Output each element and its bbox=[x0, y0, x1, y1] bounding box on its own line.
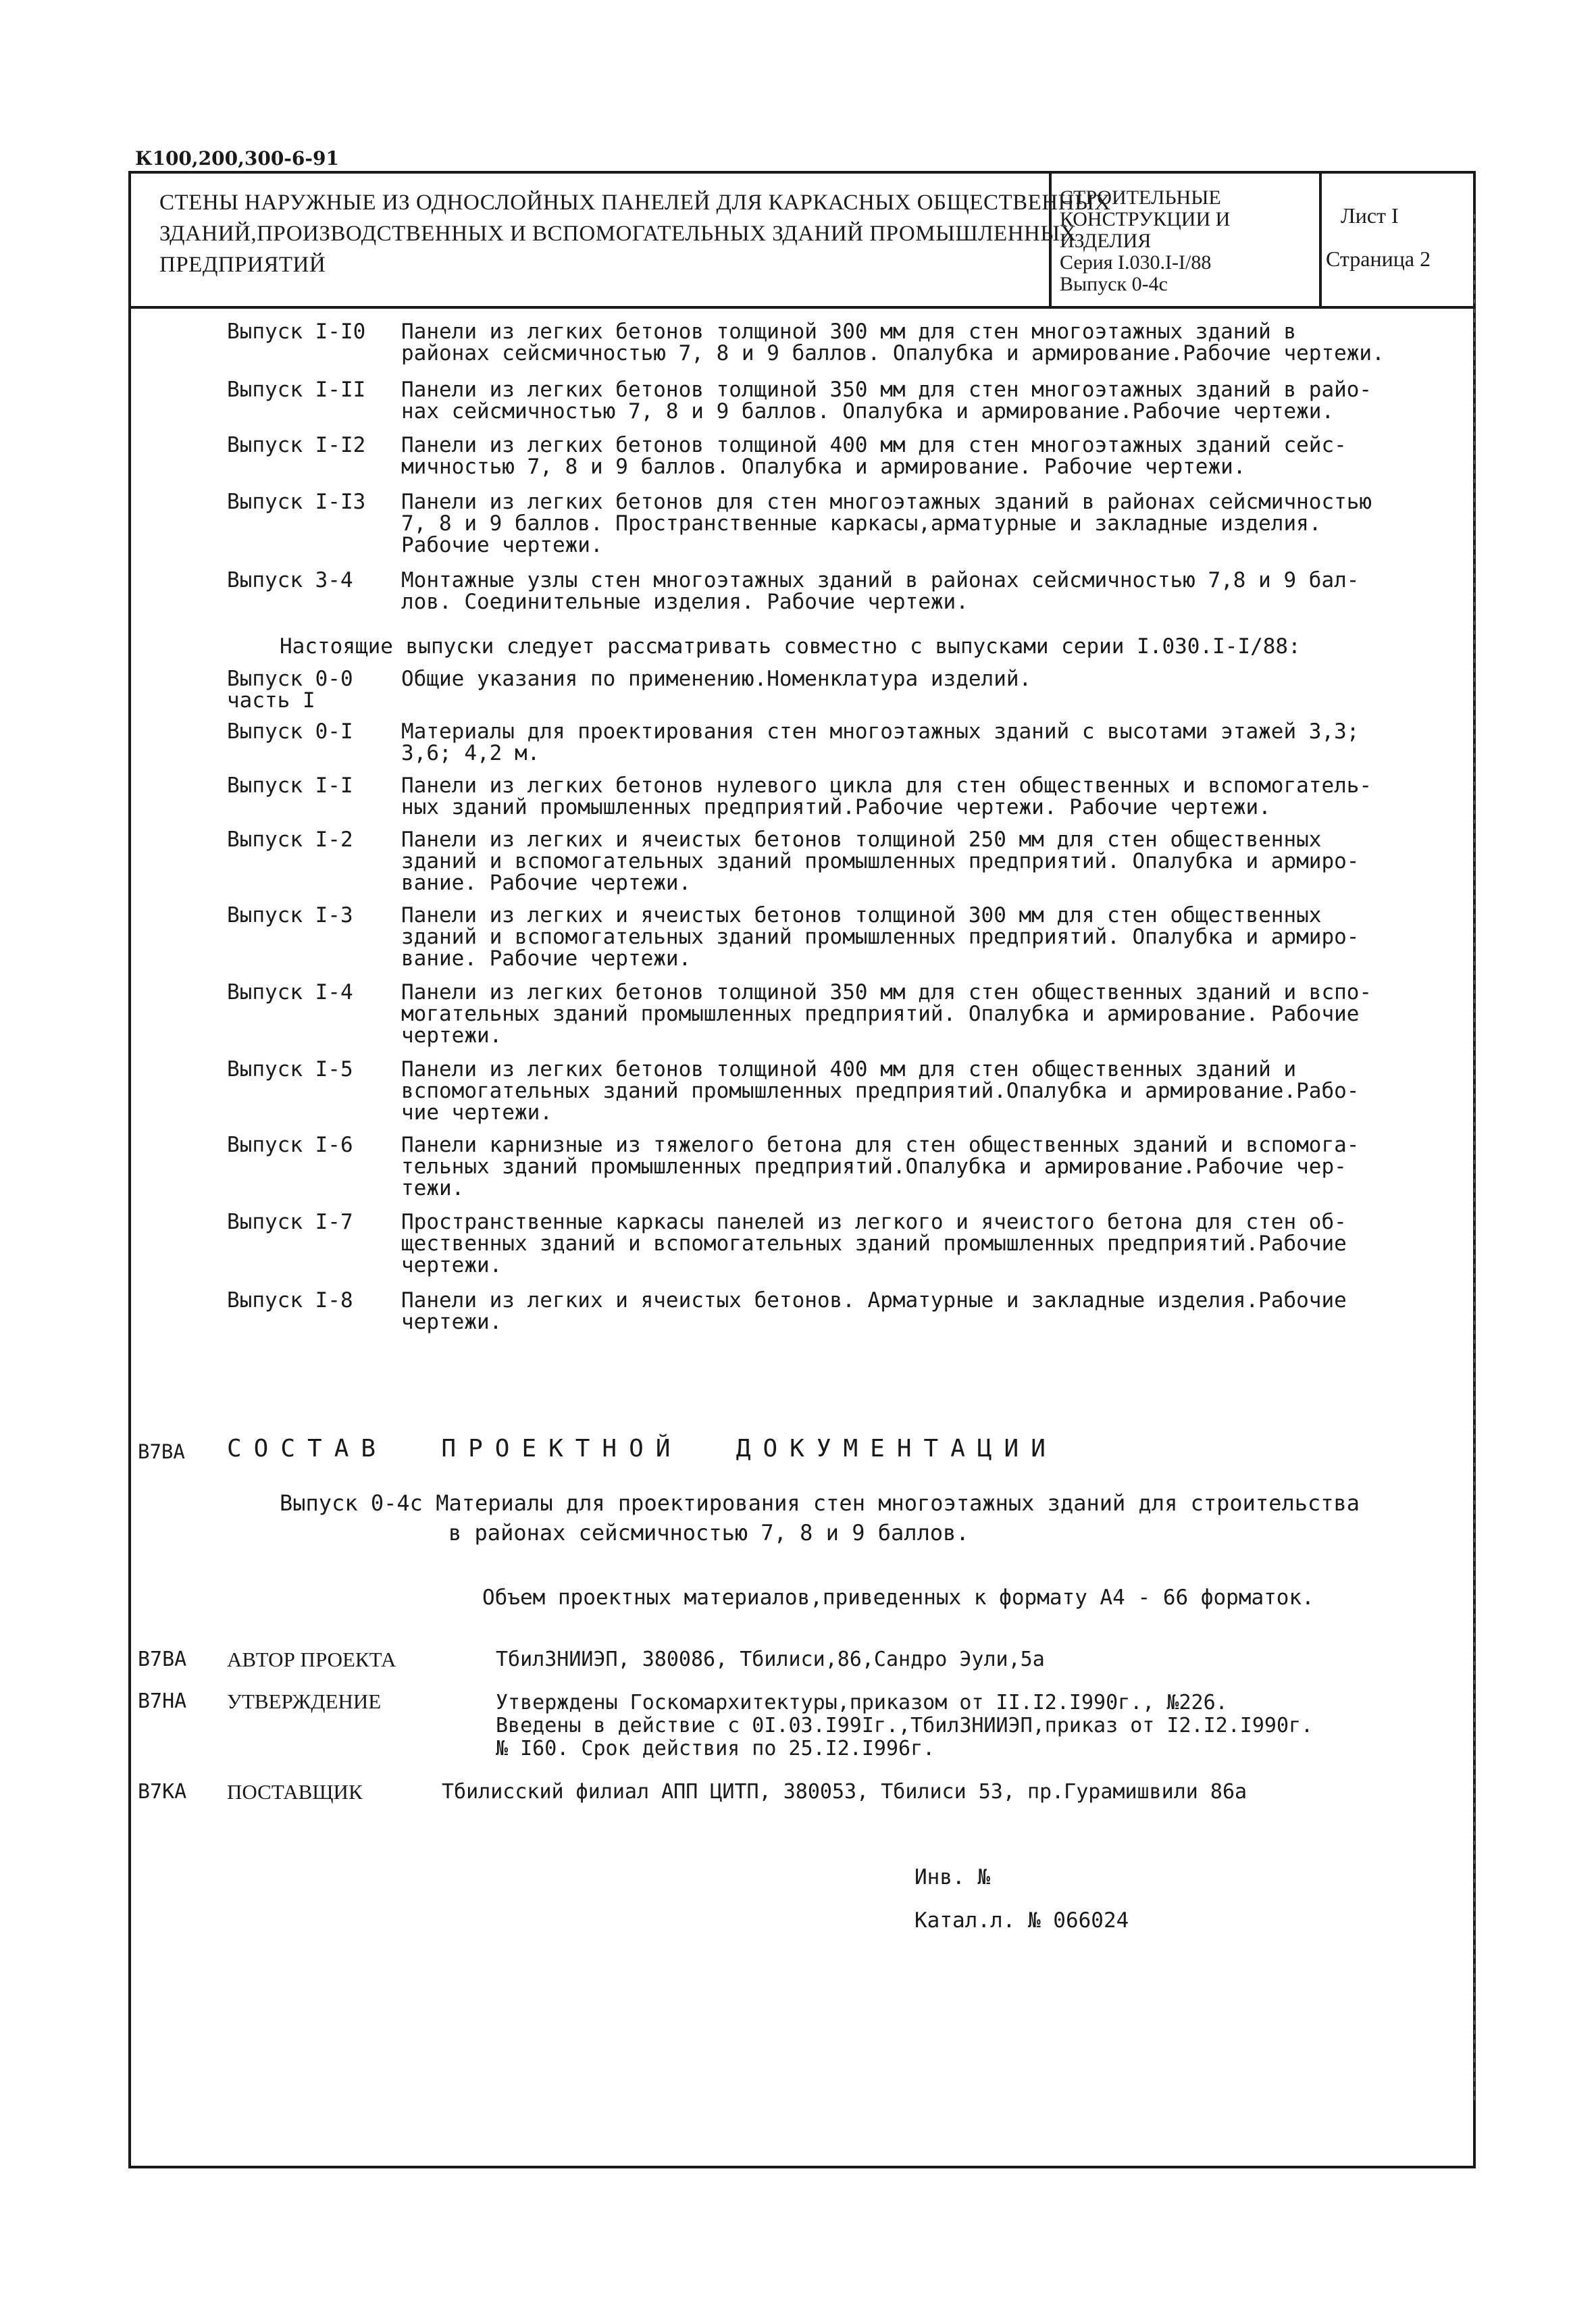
catalog-number: Катал.л. № 066024 bbox=[915, 1908, 1129, 1933]
author-code: В7ВА bbox=[138, 1648, 187, 1671]
author-value: ТбилЗНИИЭП, 380086, Тбилиси,86,Сандро Эули,5а bbox=[496, 1648, 1045, 1671]
issue-entry-line: щественных зданий и вспомогательных зданий промышленных предприятий.Рабочие bbox=[401, 1231, 1347, 1256]
issue-entry-text bbox=[401, 1134, 1468, 1199]
issue-entry-line: Материалы для проектирования стен многоэтажных зданий с высотами этажей 3,3; bbox=[401, 719, 1360, 744]
inventory-number: Инв. № bbox=[915, 1865, 990, 1889]
issue-entry-line: Панели из легких и ячеистых бетонов толщиной 250 мм для стен общественных bbox=[401, 828, 1322, 852]
approval-line-3: № I60. Срок действия по 25.I2.I996г. bbox=[496, 1737, 935, 1760]
composition-heading: СОСТАВ ПРОЕКТНОЙ ДОКУМЕНТАЦИИ bbox=[227, 1435, 1058, 1463]
issue-entry-text bbox=[401, 491, 1468, 556]
issue-entry-line: мичностью 7, 8 и 9 баллов. Опалубка и армирование. Рабочие чертежи. bbox=[401, 455, 1246, 479]
composition-issue-line-1: Выпуск 0-4с Материалы для проектирования стен многоэтажных зданий для строительства bbox=[280, 1490, 1360, 1516]
issue-entry-line: зданий и вспомогательных зданий промышленных предприятий. Опалубка и армиро- bbox=[401, 849, 1360, 873]
issue-entry-line: Пространственные каркасы панелей из легкого и ячеистого бетона для стен об- bbox=[401, 1210, 1347, 1234]
issue-entry-text bbox=[401, 569, 1468, 613]
issue-entry-line: районах сейсмичностью 7, 8 и 9 баллов. Опалубка и армирование.Рабочие чертежи. bbox=[401, 341, 1385, 365]
issue-entry-line: лов. Соединительные изделия. Рабочие чертежи. bbox=[401, 590, 969, 614]
issue-entry-line: Панели из легких бетонов толщиной 300 мм для стен многоэтажных зданий в bbox=[401, 320, 1297, 344]
issue-entry-line: чие чертежи. bbox=[401, 1100, 552, 1125]
issue-entry-line: тежи. bbox=[401, 1176, 465, 1200]
volume-note: Объем проектных материалов,приведенных к формату А4 - 66 форматок. bbox=[482, 1585, 1314, 1610]
issue-entry-line: Панели из легких и ячеистых бетонов. Арматурные и закладные изделия.Рабочие bbox=[401, 1288, 1347, 1313]
supplier-code: В7КА bbox=[138, 1780, 187, 1804]
issue-entry-label: Выпуск I-5 bbox=[227, 1057, 353, 1082]
title-block bbox=[131, 174, 1473, 309]
issue-entry-text bbox=[401, 321, 1468, 364]
issue-entry-label: Выпуск I-8 bbox=[227, 1288, 353, 1313]
issue-entry-text bbox=[401, 434, 1468, 478]
issue-label: Выпуск 0-4с bbox=[1060, 273, 1168, 295]
scan-artifact bbox=[1474, 214, 1475, 2106]
issue-entry-line: Панели из легких бетонов толщиной 400 мм для стен многоэтажных зданий сейс- bbox=[401, 433, 1347, 457]
issue-entry-label: Выпуск 3-4 bbox=[227, 568, 353, 592]
category-block bbox=[1052, 174, 1322, 306]
issue-entry-line: тельных зданий промышленных предприятий.Опалубка и армирование.Рабочие чер- bbox=[401, 1154, 1347, 1179]
issue-entry-label: Выпуск I-II bbox=[227, 378, 366, 402]
issue-entry-line: Панели из легких бетонов толщиной 400 мм для стен общественных зданий и bbox=[401, 1057, 1297, 1082]
approval-line-2: Введены в действие с 0I.03.I99Iг.,ТбилЗНИИЭП,приказ от I2.I2.I990г. bbox=[496, 1714, 1314, 1737]
issue-entry-label: Выпуск I-I bbox=[227, 773, 353, 798]
issue-entry-text bbox=[401, 905, 1468, 969]
issue-entry-text bbox=[401, 775, 1468, 818]
issue-entry-line: вание. Рабочие чертежи. bbox=[401, 871, 692, 895]
supplier-label: ПОСТАВЩИК bbox=[227, 1780, 363, 1804]
issue-entry-text bbox=[401, 829, 1468, 894]
issue-entry-line: Панели из легких бетонов толщиной 350 мм для стен многоэтажных зданий в райо- bbox=[401, 378, 1372, 402]
issue-entry-line: Общие указания по применению.Номенклатура изделий. bbox=[401, 667, 1032, 691]
category-line-1: СТРОИТЕЛЬНЫЕ bbox=[1060, 186, 1221, 209]
title-line-2: ЗДАНИЙ,ПРОИЗВОДСТВЕННЫХ И ВСПОМОГАТЕЛЬНЫХ ЗДАНИЙ ПРОМЫШЛЕННЫХ bbox=[159, 222, 1077, 246]
issue-entry-line: чертежи. bbox=[401, 1253, 503, 1277]
issue-entry-line: Панели из легких бетонов нулевого цикла для стен общественных и вспомогатель- bbox=[401, 773, 1372, 798]
issue-entry-text bbox=[401, 982, 1468, 1046]
issue-entry-line: чертежи. bbox=[401, 1023, 503, 1048]
approval-code: В7НА bbox=[138, 1689, 187, 1713]
issue-entry-text bbox=[401, 379, 1468, 422]
issue-entry-line: чертежи. bbox=[401, 1310, 503, 1334]
document-code: К100,200,300-6-91 bbox=[135, 147, 339, 170]
issue-entry-label: Выпуск I-7 bbox=[227, 1210, 353, 1234]
issue-entry-line: нах сейсмичностью 7, 8 и 9 баллов. Опалубка и армирование.Рабочие чертежи. bbox=[401, 399, 1335, 424]
category-line-3: ИЗДЕЛИЯ bbox=[1060, 230, 1152, 252]
issue-entry-line: могательных зданий промышленных предприятий. Опалубка и армирование. Рабочие bbox=[401, 1002, 1360, 1026]
supplier-value: Тбилисский филиал АПП ЦИТП, 380053, Тбилиси 53, пр.Гурамишвили 86а bbox=[442, 1780, 1247, 1804]
approval-label: УТВЕРЖДЕНИЕ bbox=[227, 1689, 382, 1713]
title-line-3: ПРЕДПРИЯТИЙ bbox=[159, 253, 326, 277]
issue-entry-label: Выпуск I-I3 bbox=[227, 490, 366, 514]
issue-entry-line: Панели из легких и ячеистых бетонов толщиной 300 мм для стен общественных bbox=[401, 903, 1322, 927]
issue-entry-line: Панели карнизные из тяжелого бетона для стен общественных зданий и вспомога- bbox=[401, 1133, 1360, 1157]
issue-entry-line: Панели из легких бетонов для стен многоэтажных зданий в районах сейсмичностью bbox=[401, 490, 1372, 514]
issue-entry-line: вание. Рабочие чертежи. bbox=[401, 946, 692, 971]
issue-entry-line: вспомогательных зданий промышленных предприятий.Опалубка и армирование.Рабо- bbox=[401, 1079, 1360, 1103]
series-label: Серия I.030.I-I/88 bbox=[1060, 251, 1212, 274]
issue-entry-label: Выпуск I-6 bbox=[227, 1133, 353, 1157]
issue-entry-line: 3,6; 4,2 м. bbox=[401, 741, 540, 765]
issue-entry-line: 7, 8 и 9 баллов. Пространственные каркасы,арматурные и закладные изделия. bbox=[401, 511, 1322, 536]
category-line-2: КОНСТРУКЦИИ И bbox=[1060, 208, 1231, 230]
issue-entry-line: ных зданий промышленных предприятий.Рабочие чертежи. Рабочие чертежи. bbox=[401, 795, 1271, 819]
title-line-1: СТЕНЫ НАРУЖНЫЕ ИЗ ОДНОСЛОЙНЫХ ПАНЕЛЕЙ ДЛЯ КАРКАСНЫХ ОБЩЕСТВЕННЫХ bbox=[159, 190, 1111, 215]
composition-code: В7ВА bbox=[138, 1440, 185, 1463]
author-label: АВТОР ПРОЕКТА bbox=[227, 1648, 396, 1671]
issue-entry-line: Монтажные узлы стен многоэтажных зданий в районах сейсмичностью 7,8 и 9 бал- bbox=[401, 568, 1360, 592]
issue-entry-text bbox=[401, 1211, 1468, 1276]
companion-note: Настоящие выпуски следует рассматривать совместно с выпусками серии I.030.I-I/88: bbox=[280, 634, 1301, 659]
issue-entry-text bbox=[401, 721, 1468, 764]
issue-entry-label: Выпуск I-2 bbox=[227, 828, 353, 852]
issue-entry-label: Выпуск I-I2 bbox=[227, 433, 366, 457]
issue-entry-line: зданий и вспомогательных зданий промышленных предприятий. Опалубка и армиро- bbox=[401, 925, 1360, 949]
composition-issue-line-2: в районах сейсмичностью 7, 8 и 9 баллов. bbox=[448, 1520, 969, 1546]
issue-entry-label: Выпуск 0-0 часть I bbox=[227, 667, 353, 713]
issue-entry-text bbox=[401, 668, 1468, 690]
sheet-number: Лист I bbox=[1341, 203, 1399, 228]
issue-entry-line: Рабочие чертежи. bbox=[401, 533, 603, 557]
issue-entry-label: Выпуск 0-I bbox=[227, 719, 353, 744]
sheet-block bbox=[1322, 174, 1478, 306]
document-frame bbox=[128, 171, 1476, 2168]
issue-entry-label: Выпуск I-I0 bbox=[227, 320, 366, 344]
issue-entry-line: Панели из легких бетонов толщиной 350 мм для стен общественных зданий и вспо- bbox=[401, 980, 1372, 1005]
approval-line-1: Утверждены Госкомархитектуры,приказом от II.I2.I990г., №226. bbox=[496, 1691, 1228, 1714]
page-number: Страница 2 bbox=[1326, 247, 1431, 271]
issue-entry-label: Выпуск I-4 bbox=[227, 980, 353, 1005]
issue-entry-text bbox=[401, 1290, 1468, 1333]
issue-entry-label: Выпуск I-3 bbox=[227, 903, 353, 927]
issue-entry-text bbox=[401, 1059, 1468, 1123]
